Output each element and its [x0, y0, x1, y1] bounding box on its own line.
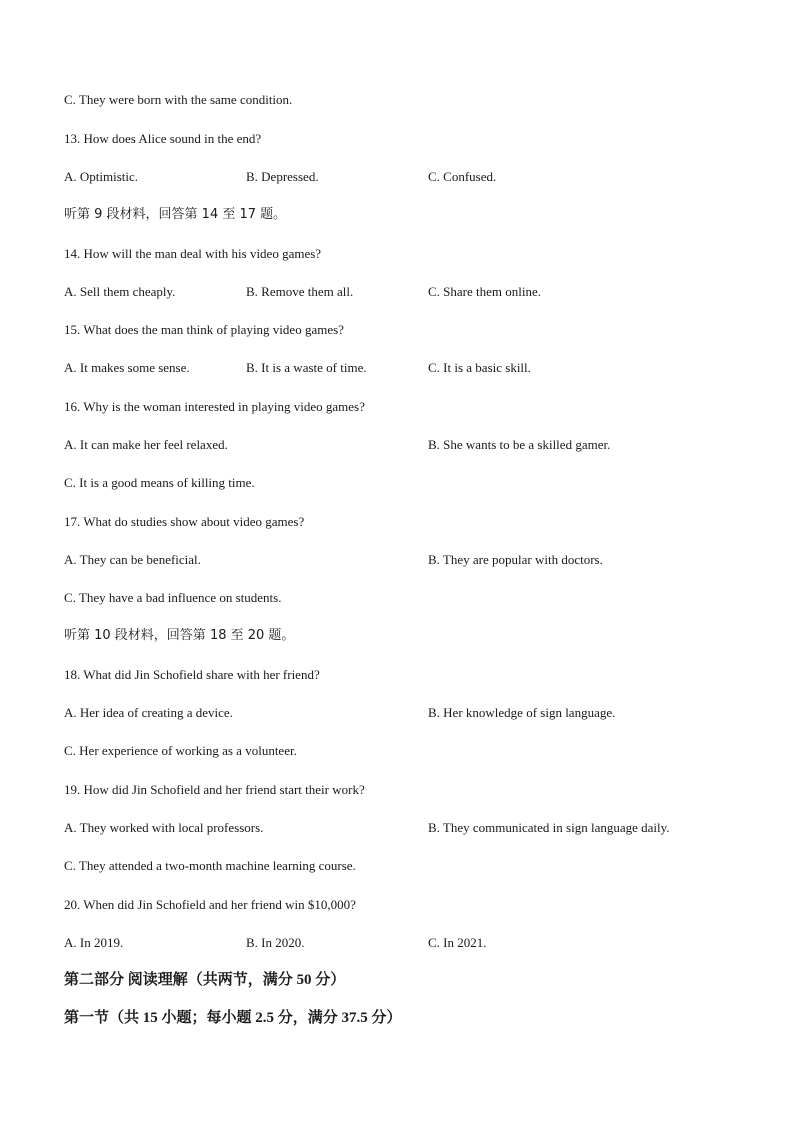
- q13-option-b: B. Depressed.: [246, 169, 319, 184]
- q16-question: 16. Why is the woman interested in playing video games?: [64, 399, 365, 414]
- section9-instruction: 听第 9 段材料，回答第 14 至 17 题。: [64, 207, 287, 222]
- q16-option-c: C. It is a good means of killing time.: [64, 475, 255, 490]
- q13-option-a: A. Optimistic.: [64, 169, 139, 184]
- q20-option-c: C. In 2021.: [428, 935, 487, 950]
- section10-instruction: 听第 10 段材料，回答第 18 至 20 题。: [64, 628, 295, 643]
- q16-option-a: A. It can make her feel relaxed.: [64, 437, 228, 452]
- q18-option-b: B. Her knowledge of sign language.: [428, 705, 616, 720]
- q19-option-c: C. They attended a two-month machine learning course.: [64, 858, 356, 873]
- q17-option-a: A. They can be beneficial.: [64, 552, 201, 567]
- q19-option-b: B. They communicated in sign language daily.: [428, 820, 670, 835]
- q18-question: 18. What did Jin Schofield share with her friend?: [64, 667, 320, 682]
- q19-option-a: A. They worked with local professors.: [64, 820, 264, 835]
- q17-question: 17. What do studies show about video games?: [64, 514, 305, 529]
- q14-question: 14. How will the man deal with his video games?: [64, 246, 322, 261]
- q15-option-a: A. It makes some sense.: [64, 360, 190, 375]
- q20-option-b: B. In 2020.: [246, 935, 305, 950]
- q20-question: 20. When did Jin Schofield and her friend win $10,000?: [64, 897, 356, 912]
- q14-option-a: A. Sell them cheaply.: [64, 284, 176, 299]
- q15-option-c: C. It is a basic skill.: [428, 360, 531, 375]
- part2-heading: 第二部分 阅读理解（共两节，满分 50 分）: [64, 972, 346, 988]
- q17-option-c: C. They have a bad influence on students.: [64, 590, 282, 605]
- q16-option-b: B. She wants to be a skilled gamer.: [428, 437, 611, 452]
- q13-question: 13. How does Alice sound in the end?: [64, 131, 262, 146]
- section1-heading: 第一节（共 15 小题；每小题 2.5 分，满分 37.5 分）: [64, 1010, 402, 1026]
- q19-question: 19. How did Jin Schofield and her friend start their work?: [64, 782, 365, 797]
- q15-question: 15. What does the man think of playing video games?: [64, 322, 344, 337]
- q18-option-c: C. Her experience of working as a volunteer.: [64, 743, 297, 758]
- q20-option-a: A. In 2019.: [64, 935, 124, 950]
- q17-option-b: B. They are popular with doctors.: [428, 552, 603, 567]
- q13-option-c: C. Confused.: [428, 169, 497, 184]
- q12-option-c: C. They were born with the same condition.: [64, 92, 293, 107]
- q18-option-a: A. Her idea of creating a device.: [64, 705, 233, 720]
- q14-option-b: B. Remove them all.: [246, 284, 354, 299]
- q15-option-b: B. It is a waste of time.: [246, 360, 367, 375]
- q14-option-c: C. Share them online.: [428, 284, 542, 299]
